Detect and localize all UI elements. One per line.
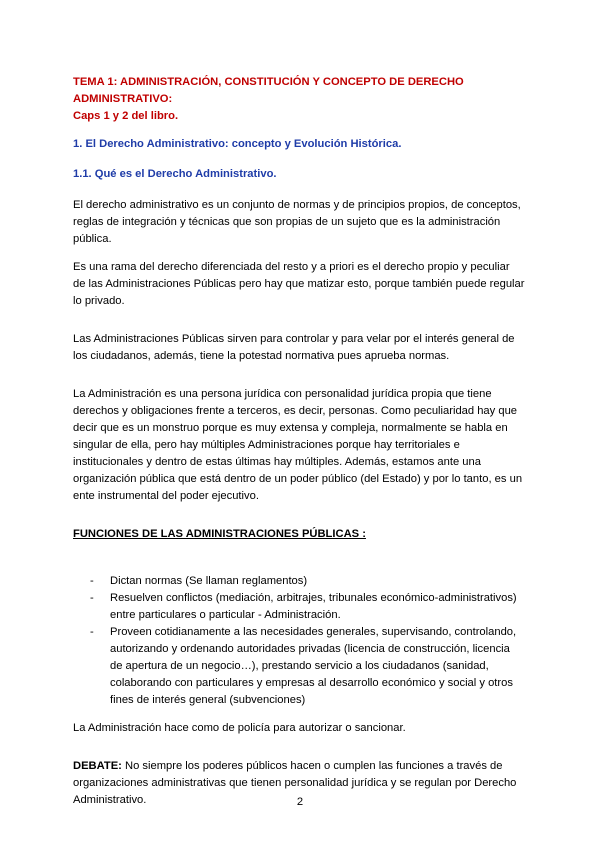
list-item-text: Dictan normas (Se llaman reglamentos) — [110, 575, 308, 587]
list-item-text: Proveen cotidianamente a las necesidades generales, supervisando, controlando, autorizando y ordenando autoridades privadas (licencia de construcción, licencia de apertura de un negocio…), prestando servicio a los ciudadanos (sanidad, colaborando con particulares y empresas al desarrollo económico y social y otros fines de interés general (subvenciones) — [110, 626, 517, 706]
title-line-1: TEMA 1: ADMINISTRACIÓN, CONSTITUCIÓN Y CONCEPTO DE DERECHO ADMINISTRATIVO: — [73, 76, 464, 105]
paragraph-administraciones: Las Administraciones Públicas sirven para controlar y para velar por el interés general de los ciudadanos, además, tiene la potestad normativa pues aprueba normas. — [73, 333, 515, 362]
dash-bullet: - — [90, 592, 94, 604]
section-heading-1: 1. El Derecho Administrativo: concepto y Evolución Histórica. — [73, 138, 402, 150]
debate-label: DEBATE: — [73, 760, 122, 772]
list-item — [73, 624, 525, 709]
paragraph-persona-juridica: La Administración es una persona jurídica con personalidad jurídica propia que tiene derechos y obligaciones frente a terceros, es decir, personas. Como peculiaridad hay que decir que es un monstruo porque es muy extensa y compleja, normalmente se habla en singular de ella, pero hay múltiples Administraciones porque hay territoriales e institucionales y dentro de estas últimas hay múltiples. Además, estamos ante una organización pública que está dentro de un poder público (del Estado) y por lo tanto, es un ente instrumental del poder ejecutivo. — [73, 388, 523, 502]
funciones-heading: FUNCIONES DE LAS ADMINISTRACIONES PÚBLICAS : — [73, 528, 366, 540]
debate-text: No siempre los poderes públicos hacen o cumplen las funciones a través de organizaciones administrativas que tienen personalidad jurídica y se regulan por Derecho Administrativo. — [73, 760, 517, 806]
paragraph-rama: Es una rama del derecho diferenciada del resto y a priori es el derecho propio y peculiar de las Administraciones Públicas pero hay que matizar esto, porque también puede regular lo privado. — [73, 261, 525, 307]
title-line-2: Caps 1 y 2 del libro. — [73, 110, 179, 122]
paragraph-policia: La Administración hace como de policía para autorizar o sancionar. — [73, 722, 406, 734]
list-item — [73, 590, 525, 624]
page-number: 2 — [296, 796, 304, 808]
paragraph-definicion: El derecho administrativo es un conjunto de normas y de principios propios, de conceptos, reglas de integración y técnicas que son propias de un sujeto que es la administración pública. — [73, 199, 521, 245]
dash-bullet: - — [90, 575, 94, 587]
section-heading-1-1: 1.1. Qué es el Derecho Administrativo. — [73, 168, 277, 180]
funciones-list — [73, 573, 525, 709]
document-title — [73, 74, 525, 125]
list-item-text: Resuelven conflictos (mediación, arbitrajes, tribunales económico-administrativos) entre particulares o particular - Administración. — [110, 592, 517, 621]
dash-bullet: - — [90, 626, 94, 638]
page-content — [73, 74, 525, 820]
list-item — [73, 573, 525, 590]
